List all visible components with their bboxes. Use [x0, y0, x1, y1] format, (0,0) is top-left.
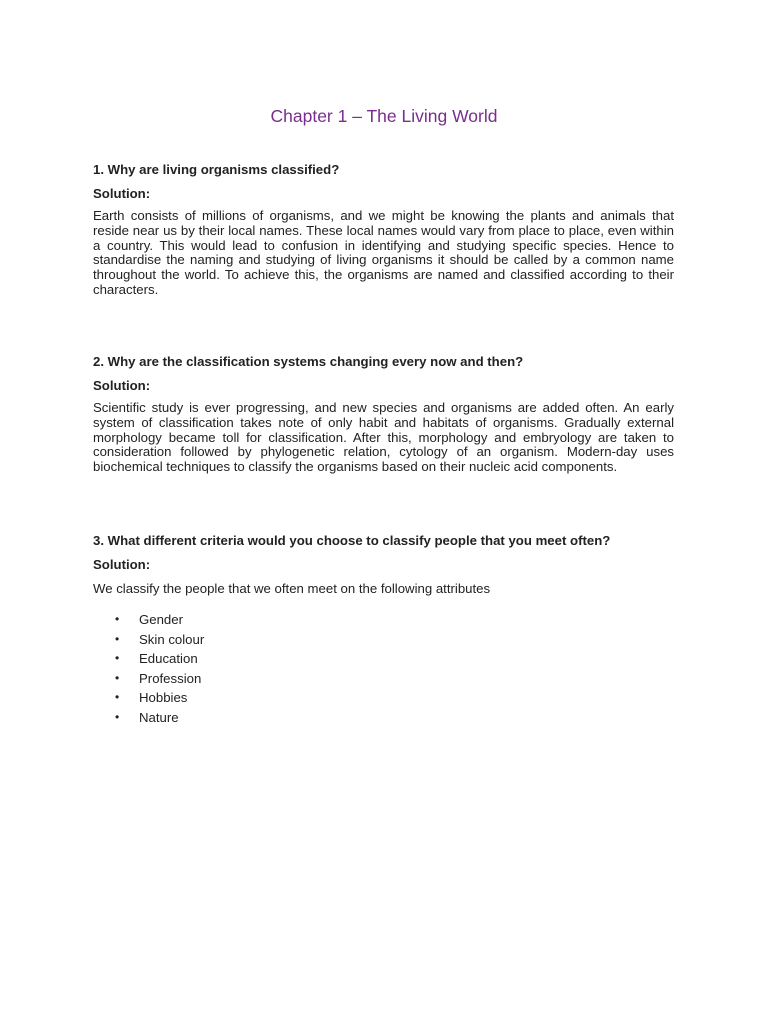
question-block-2 [93, 353, 674, 475]
bullet-icon: • [115, 709, 120, 724]
list-item: • Nature [93, 708, 674, 728]
bullet-icon: • [115, 690, 120, 705]
answer-2: Scientific study is ever progressing, and new species and organisms are added often. An early system of classification takes note of only habit and habitats of organisms. Gradually external morphology became toll for classification. After this, morphology and embryology are taken to consideration followed by phylogenetic relation, cytology of an organism. Modern-day uses biochemical techniques to classify the organisms based on their nucleic acid components. [93, 400, 674, 475]
list-item: • Hobbies [93, 688, 674, 708]
solution-label-2: Solution: [93, 378, 151, 393]
list-item: • Education [93, 649, 674, 669]
answer-3: We classify the people that we often meet on the following attributes [93, 581, 491, 596]
chapter-title: Chapter 1 – The Living World [270, 106, 498, 126]
bullet-icon: • [115, 651, 120, 666]
list-item: • Profession [93, 669, 674, 689]
solution-label-1: Solution: [93, 186, 151, 201]
bullet-icon: • [115, 612, 120, 626]
question-2: 2. Why are the classification systems changing every now and then? [93, 354, 524, 369]
list-item: • Gender [93, 610, 674, 630]
question-3: 3. What different criteria would you choose to classify people that you meet often? [93, 533, 611, 548]
question-block-1 [93, 161, 674, 298]
bullet-icon: • [115, 631, 120, 646]
question-1: 1. Why are living organisms classified? [93, 162, 340, 177]
answer-1: Earth consists of millions of organisms, and we might be knowing the plants and animals that reside near us by their local names. These local names would vary from place to place, even within a country. This would lead to confusion in identifying and studying specific species. Hence to standardise the naming and studying of living organisms it should be called by a common name throughout the world. To achieve this, the organisms are named and classified according to their characters. [93, 208, 674, 297]
solution-label-3: Solution: [93, 557, 151, 572]
bullet-icon: • [115, 670, 120, 685]
attribute-list [93, 610, 674, 728]
list-item: • Skin colour [93, 630, 674, 650]
question-block-3 [93, 532, 674, 728]
